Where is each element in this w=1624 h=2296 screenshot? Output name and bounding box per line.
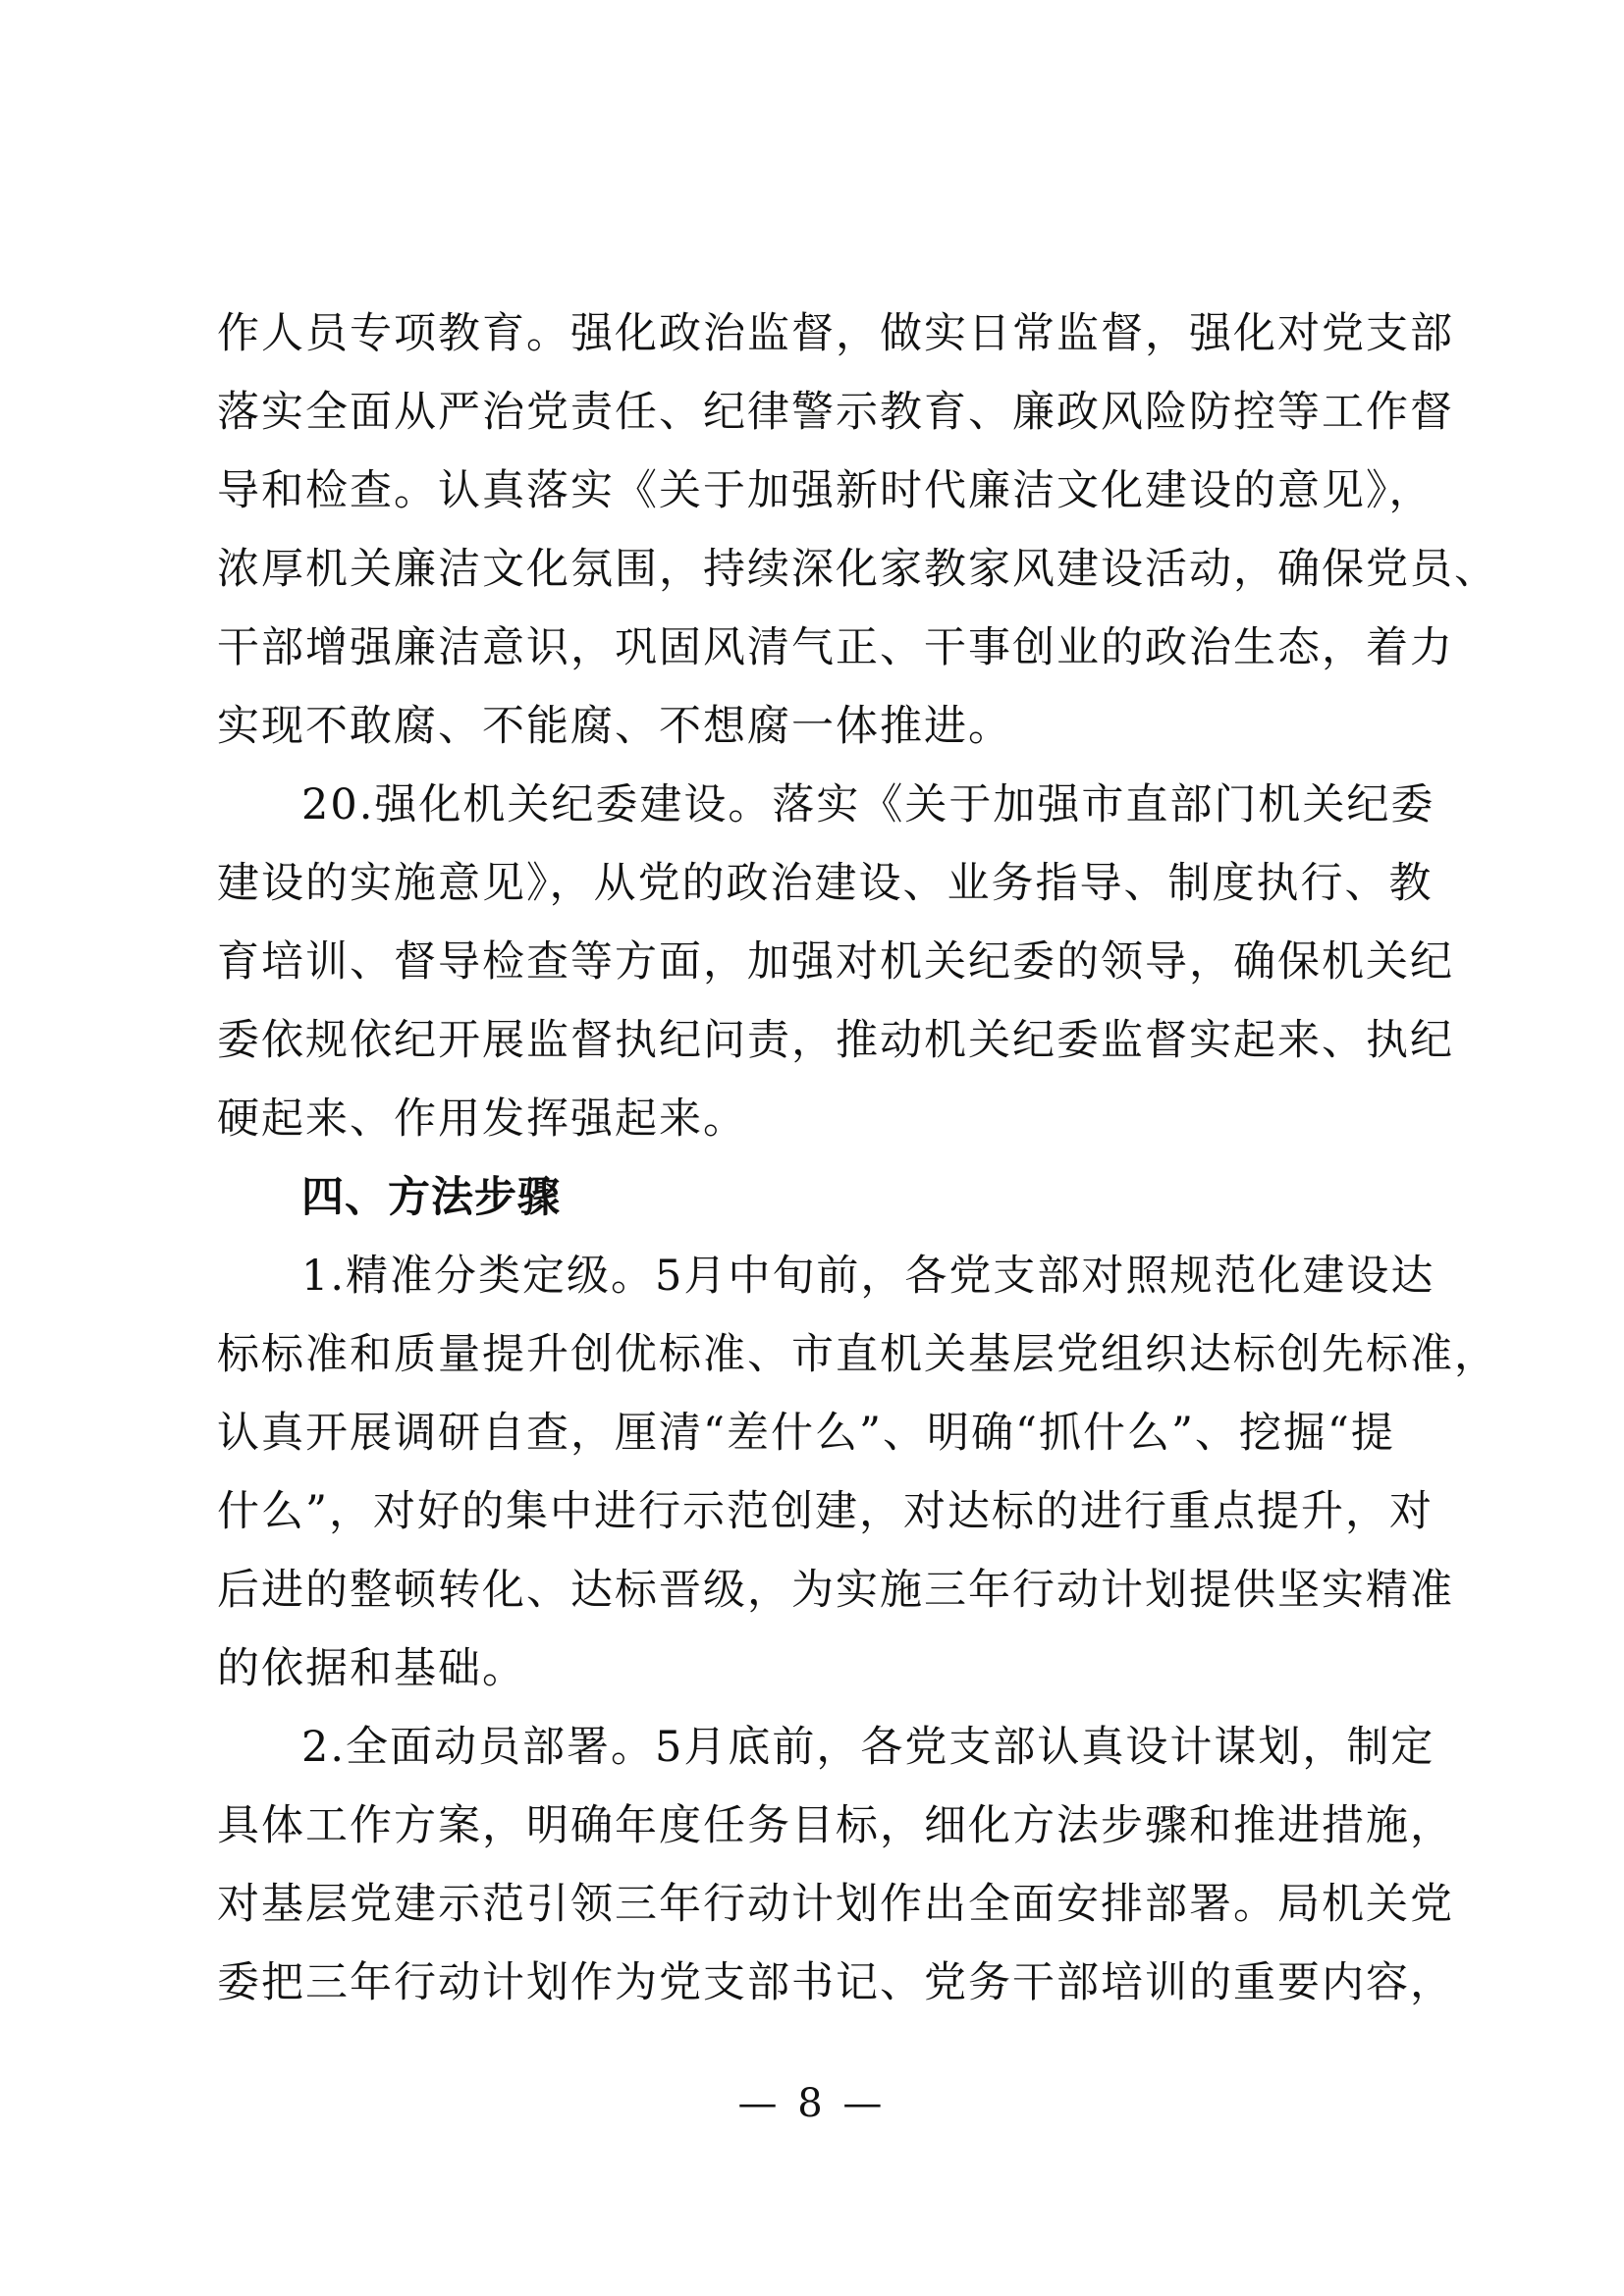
paragraph-line: 落实全面从严治党责任、纪律警示教育、廉政风险防控等工作督	[217, 388, 1454, 437]
paragraph-line: 什么”，对好的集中进行示范创建，对达标的进行重点提升，对	[217, 1487, 1434, 1536]
page-number: — 8 —	[737, 2081, 887, 2126]
paragraph-line: 实现不敢腐、不能腐、不想腐一体推进。	[217, 702, 1012, 751]
paragraph-line: 导和检查。认真落实《关于加强新时代廉洁文化建设的意见》，	[217, 466, 1434, 515]
paragraph-line: 认真开展调研自查，厘清“差什么”、明确“抓什么”、挖掘“提	[217, 1409, 1395, 1458]
paragraph-line: 硬起来、作用发挥强起来。	[217, 1095, 747, 1144]
paragraph-line: 作人员专项教育。强化政治监督，做实日常监督，强化对党支部	[217, 309, 1454, 358]
paragraph-line: 具体工作方案，明确年度任务目标，细化方法步骤和推进措施，	[217, 1801, 1454, 1850]
paragraph-line: 后进的整顿转化、达标晋级，为实施三年行动计划提供坚实精准	[217, 1566, 1454, 1615]
paragraph-line: 育培训、督导检查等方面，加强对机关纪委的领导，确保机关纪	[217, 937, 1454, 987]
paragraph-line: 委把三年行动计划作为党支部书记、党务干部培训的重要内容，	[217, 1958, 1454, 2007]
paragraph-line: 浓厚机关廉洁文化氛围，持续深化家教家风建设活动，确保党员、	[217, 545, 1498, 594]
paragraph-line: 2.全面动员部署。5月底前，各党支部认真设计谋划，制定	[301, 1723, 1435, 1772]
paragraph-line: 的依据和基础。	[217, 1644, 526, 1693]
paragraph-line: 标标准和质量提升创优标准、市直机关基层党组织达标创先标准，	[217, 1330, 1498, 1379]
paragraph-line: 委依规依纪开展监督执纪问责，推动机关纪委监督实起来、执纪	[217, 1016, 1454, 1065]
paragraph-line: 1.精准分类定级。5月中旬前，各党支部对照规范化建设达	[301, 1252, 1435, 1301]
paragraph-line: 20.强化机关纪委建设。落实《关于加强市直部门机关纪委	[301, 780, 1435, 829]
paragraph-line: 建设的实施意见》，从党的政治建设、业务指导、制度执行、教	[217, 859, 1434, 908]
document-body	[217, 294, 1498, 2022]
paragraph-line: 干部增强廉洁意识，巩固风清气正、干事创业的政治生态，着力	[217, 623, 1454, 672]
section-heading: 四、方法步骤	[301, 1173, 561, 1222]
paragraph-line: 对基层党建示范引领三年行动计划作出全面安排部署。局机关党	[217, 1880, 1454, 1929]
